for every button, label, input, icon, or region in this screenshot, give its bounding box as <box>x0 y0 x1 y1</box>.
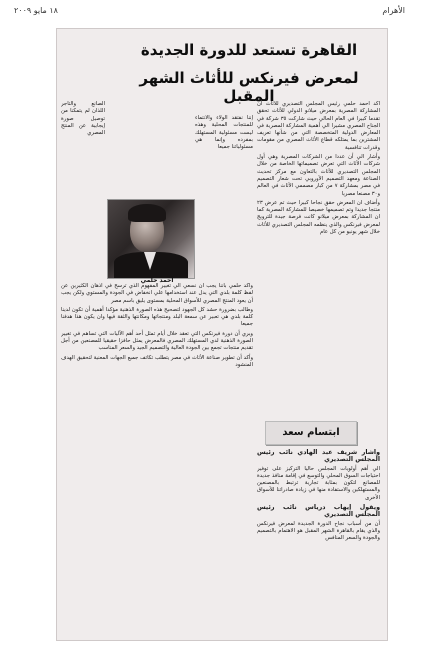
portrait-photo <box>107 199 195 279</box>
newspaper-name: الأهرام <box>382 6 405 15</box>
author-byline: ابتسام سعد <box>265 421 357 445</box>
article-column-right-lower <box>257 449 380 637</box>
paragraph: وطالب بضرورة حشد كل الجهود لتصحيح هذه الصورة الذهنية مؤكدا أهمية أن تكون لدينا كلمة بلدي هي تعبير عن سمعة البلد ومنتجاتها ومكانتها والثقة فيها وان يكون هذا هدفنا جميعا <box>61 306 253 328</box>
paragraph: وأكد حلمي بأننا يجب ان نسعي الي تغيير المفهوم الذي ترسخ في أذهان الكثيرين عن لفظ كلمة بلدي التي يدل عند استخدامها علي انخفاض في الجودة والمستوي ولكن يجب أن يعود المنتج المصري للأسواق المحلية بمستوى يليق باسم مصر <box>61 283 253 304</box>
article-column-right <box>257 101 380 431</box>
headline-line-2: لمعرض فيرنكس للأثاث الشهر المقبل <box>139 69 359 105</box>
paragraph: إننا نفتقد الولاء والانتماء للمنتجات المحلية وهذه ليست مسئولية المستهلك بمفرده وإنما هي مسئولياتنا جميعا <box>195 115 253 151</box>
article-column-left-middle <box>61 283 253 523</box>
paragraph: وأشار الي أن عددا من الشركات المصرية وهي أول شركات الأثاث التي تعرض تصميماتها الخاصة من خلال المجلس التصديري للأثاث بالتعاون مع مركز تحديث الصناعة ومعهد التصميم الأوروبي تحت شعار التصميم في مصر بمشاركة ٧ من كبار مصممي الأثاث في العالم و٣٠ مصنعا مصريا <box>257 154 380 197</box>
paragraph: الصانع والتاجر اللذان لم يتمكنا من توصيل صورة إيجابية عن المنتج المصري <box>61 101 105 137</box>
issue-date: ١٨ مايو ٢٠٠٩ <box>14 6 58 15</box>
article-column-left-side <box>61 101 105 221</box>
article-column-left-top <box>195 115 253 193</box>
subheading: ويقول إيهاب درياس نائب رئيس المجلس التصديري <box>257 504 380 519</box>
headline-line-1: القاهرة تستعد للدورة الجديدة <box>140 41 358 59</box>
paragraph: أكد أحمد حلمي رئيس المجلس التصديري للأثاث أن المشاركة المصرية بمعرض ميلانو الدولي للأثاث تحقق تقدما كبيرا في العام الحالي حيث شاركت ٣٥ شركة في الجناح المصري مشيرا الي أهمية المشاركة المصرية في المعارض الدولية المتخصصة التي من شأنها تعريف المشترين بما يمتلكه قطاع الأثاث المصري من مقومات وقدرات تنافسية <box>257 101 380 151</box>
paragraph: وأكد أن تطوير صناعة الأثاث في مصر يتطلب تكاتف جميع الجهات المعنية لتحقيق الهدف المنشود <box>61 354 253 368</box>
paragraph: أن من أسباب نجاح الدورة الجديدة لمعرض فيرنكس والذي يقام بالقاهرة الشهر المقبل هو الاهتمام بالتصميم والجودة والسعر المنافس <box>257 520 380 542</box>
subheading: وأشار شريف عبد الهادي نائب رئيس المجلس التصديري <box>257 449 380 464</box>
photo-caption: أحمد حلمي <box>140 277 174 284</box>
paragraph: الي أهم أولويات المجلس حاليا التركيز على توفير احتياجات السوق المحلي والتوسع في إقامة منافذ جديدة للمصانع لتكون بمثابة تجارية ترتبط بالمصنعين والمستهلكين والاستفادة منها في زيادة صادراتنا للأسواق الأخرى <box>257 465 380 501</box>
paragraph: وأضاف ان المعرض حقق نجاحا كبيرا حيث تم عرض ٢٣ منتجا جديدا وتم تصميمها خصيصا للمشاركة المصرية كما ان المشاركة بمعرض ميلانو كانت فرصة جيدة للترويج لمعرض فيرنكس والذي ينظمه المجلس التصديري للأثاث خلال شهر يونيو من كل عام <box>257 199 380 236</box>
paragraph: ويري أن دورة فيرنكس التي تعقد خلال أيام تمثل أحد أهم الآليات التي تساهم في تغيير الصورة الذهنية لدي المستهلك المصري فالمعرض يمثل حافزا حقيقيا للمصنعين من أجل تقديم منتجات تجمع بين الجودة العالية والتصميم الجيد والسعر المناسب <box>61 330 253 352</box>
photo-hair-shape <box>128 204 166 222</box>
newspaper-clipping <box>56 28 388 641</box>
